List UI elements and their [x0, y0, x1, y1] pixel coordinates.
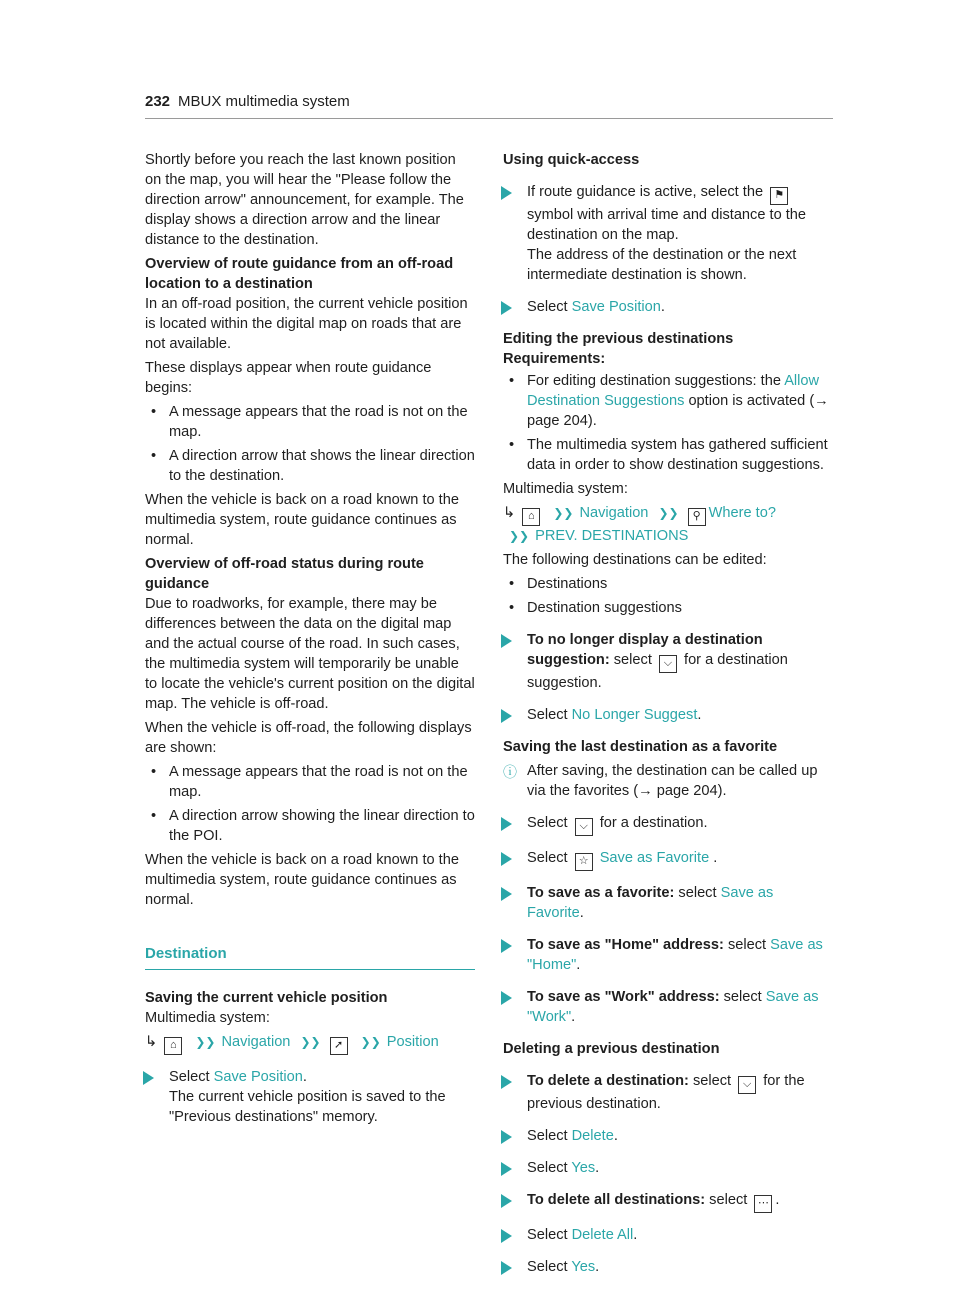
step-arrow-icon [501, 1162, 512, 1176]
step-text: Select [527, 299, 572, 315]
heading-save-position: Saving the current vehicle position [145, 990, 388, 1006]
paragraph: When the vehicle is back on a road known to the multimedia system, route guidance continues as normal. [145, 492, 459, 548]
instruction-step: To delete a destination: select ⌵ for the previous destination. [503, 1071, 833, 1114]
bullet-list [145, 402, 475, 486]
list-item: • A direction arrow that shows the linear direction to the destination. [145, 446, 475, 486]
right-column [503, 150, 833, 1289]
menu-allow-destination-suggestions: Allow Destination Suggestions [527, 373, 820, 409]
step-arrow-icon [501, 1194, 512, 1208]
instruction-step: To save as a favorite: select Save as Favorite. [503, 883, 833, 923]
step-arrow-icon [501, 991, 512, 1005]
list-item: • For editing destination suggestions: the Allow Destination Suggestions option is activated (→ page 204). [503, 371, 833, 431]
bullet-list [145, 762, 475, 846]
menu-position: Position [386, 1034, 439, 1050]
menu-delete-all: Delete All [571, 1227, 634, 1243]
menu-yes: Yes [571, 1160, 596, 1176]
search-icon: ⚲ [688, 508, 706, 526]
page-title: MBUX multimedia system [178, 93, 350, 110]
page-header [145, 92, 833, 119]
step-arrow-icon [501, 1261, 512, 1275]
step-arrow-icon [501, 939, 512, 953]
menu-save-position: Save Position [213, 1069, 303, 1085]
list-item: • A message appears that the road is not on the map. [145, 762, 475, 802]
menu-navigation: Navigation [221, 1034, 291, 1050]
dropdown-icon: ⌵ [659, 655, 677, 673]
instruction-step [503, 297, 833, 317]
double-chevron-icon: ❯❯ [300, 1035, 321, 1049]
list-item: • The multimedia system has gathered sufficient data in order to show destination suggestions. [503, 435, 833, 475]
step-arrow-icon [143, 1071, 154, 1085]
instruction-step: Select Delete. [503, 1126, 833, 1146]
list-item: • A message appears that the road is not on the map. [145, 402, 475, 442]
step-arrow-icon [501, 186, 512, 200]
step-arrow-icon [501, 1075, 512, 1089]
step-text: symbol with arrival time and distance to the destination on the map. [527, 207, 807, 243]
step-bold-text: To no longer display a destination suggestion: [527, 632, 763, 668]
step-arrow-icon [501, 301, 512, 315]
instruction-step: Select No Longer Suggest. [503, 705, 833, 725]
dropdown-icon: ⌵ [738, 1076, 756, 1094]
paragraph: These displays appear when route guidance begins: [145, 360, 432, 396]
double-chevron-icon: ❯❯ [195, 1035, 216, 1049]
position-pin-icon: ➚ [330, 1037, 348, 1055]
left-column [145, 150, 475, 1139]
instruction-step: Select Yes. [503, 1257, 833, 1277]
heading-requirements: Requirements: [503, 351, 606, 367]
step-arrow-icon [501, 634, 512, 648]
dropdown-icon: ⌵ [575, 818, 593, 836]
double-chevron-icon: ❯❯ [658, 506, 679, 520]
paragraph: The following destinations can be edited: [503, 552, 767, 568]
instruction-step: Select ☆ Save as Favorite . [503, 848, 833, 871]
destination-flag-icon: ⚑ [770, 187, 788, 205]
path-arrow-icon: ↳ [145, 1034, 158, 1050]
step-text: Select [169, 1069, 214, 1085]
list-item: • Destination suggestions [503, 598, 833, 618]
double-chevron-icon: ❯❯ [553, 506, 574, 520]
bullet-list [503, 574, 833, 618]
menu-save-as-favorite: Save as Favorite [599, 850, 710, 866]
step-arrow-icon [501, 817, 512, 831]
step-text: . [302, 1069, 307, 1085]
instruction-step: Select Delete All. [503, 1225, 833, 1245]
heading-delete-destination: Deleting a previous destination [503, 1041, 720, 1057]
info-icon: ⓘ [503, 764, 517, 780]
menu-save-as-home: Save as "Home" [527, 937, 823, 973]
instruction-step: Select ⌵ for a destination. [503, 813, 833, 836]
double-chevron-icon: ❯❯ [509, 529, 530, 543]
instruction-step: To save as "Home" address: select Save as "Home". [503, 935, 833, 975]
list-item: • Destinations [503, 574, 833, 594]
step-arrow-icon [501, 709, 512, 723]
menu-prev-destinations: PREV. DESTINATIONS [535, 528, 689, 544]
menu-path [503, 503, 833, 546]
menu-yes: Yes [571, 1259, 596, 1275]
paragraph: Multimedia system: [145, 1010, 270, 1026]
instruction-step: To delete all destinations: select ⋯ . [503, 1190, 833, 1213]
menu-save-as-work: Save as "Work" [527, 989, 819, 1025]
path-arrow-icon: ↳ [503, 505, 516, 521]
menu-save-position: Save Position [571, 299, 661, 315]
menu-delete: Delete [571, 1128, 614, 1144]
step-text: If route guidance is active, select the [527, 184, 764, 200]
heading-quick-access: Using quick-access [503, 152, 640, 168]
paragraph: Multimedia system: [503, 481, 628, 497]
instruction-step: To save as "Work" address: select Save as "Work". [503, 987, 833, 1027]
step-arrow-icon [501, 887, 512, 901]
step-text: The address of the destination or the next intermediate destination is shown. [527, 247, 797, 283]
menu-path [145, 1032, 475, 1055]
heading-editing-destinations: Editing the previous destinations [503, 331, 734, 347]
info-note: ⓘ After saving, the destination can be called up via the favorites (→ page 204). [503, 763, 818, 799]
menu-where-to: Where to? [708, 505, 776, 521]
more-options-icon: ⋯ [754, 1195, 772, 1213]
home-icon: ⌂ [164, 1037, 182, 1055]
home-icon: ⌂ [522, 508, 540, 526]
list-item: • A direction arrow showing the linear direction to the POI. [145, 806, 475, 846]
step-text: . [660, 299, 665, 315]
paragraph: Due to roadworks, for example, there may be differences between the data on the digital map and the actual course of the road. In such cases, the multimedia system will temporarily be unable to locate the vehicle's current position on the digital map. The vehicle is off-road. [145, 596, 475, 712]
step-arrow-icon [501, 1229, 512, 1243]
heading-save-favorite: Saving the last destination as a favorite [503, 739, 778, 755]
menu-no-longer-suggest: No Longer Suggest [571, 707, 698, 723]
paragraph: When the vehicle is off-road, the following displays are shown: [145, 720, 472, 756]
section-heading-destination: Destination [145, 944, 475, 970]
step-arrow-icon [501, 852, 512, 866]
page-number: 232 [145, 93, 171, 110]
instruction-step: Select Yes. [503, 1158, 833, 1178]
menu-navigation: Navigation [579, 505, 649, 521]
paragraph: Shortly before you reach the last known position on the map, you will hear the "Please follow the direction arrow" announcement, for example. The display shows a direction arrow and the linear distance to the destination. [145, 152, 464, 248]
paragraph: When the vehicle is back on a road known to the multimedia system, route guidance continues as normal. [145, 852, 459, 908]
heading-offroad-status: Overview of off-road status during route guidance [145, 556, 424, 592]
requirements-list [503, 371, 833, 475]
menu-save-as-favorite: Save as Favorite [527, 885, 774, 921]
step-text: The current vehicle position is saved to the "Previous destinations" memory. [169, 1089, 446, 1125]
instruction-step [503, 182, 833, 285]
double-chevron-icon: ❯❯ [360, 1035, 381, 1049]
paragraph: In an off-road position, the current vehicle position is located within the digital map on roads that are not available. [145, 296, 468, 352]
instruction-step [145, 1067, 475, 1127]
star-icon: ☆ [575, 853, 593, 871]
heading-offroad-guidance: Overview of route guidance from an off-road location to a destination [145, 256, 454, 292]
instruction-step: To no longer display a destination suggestion: select ⌵ for a destination suggestion. [503, 630, 833, 693]
step-arrow-icon [501, 1130, 512, 1144]
